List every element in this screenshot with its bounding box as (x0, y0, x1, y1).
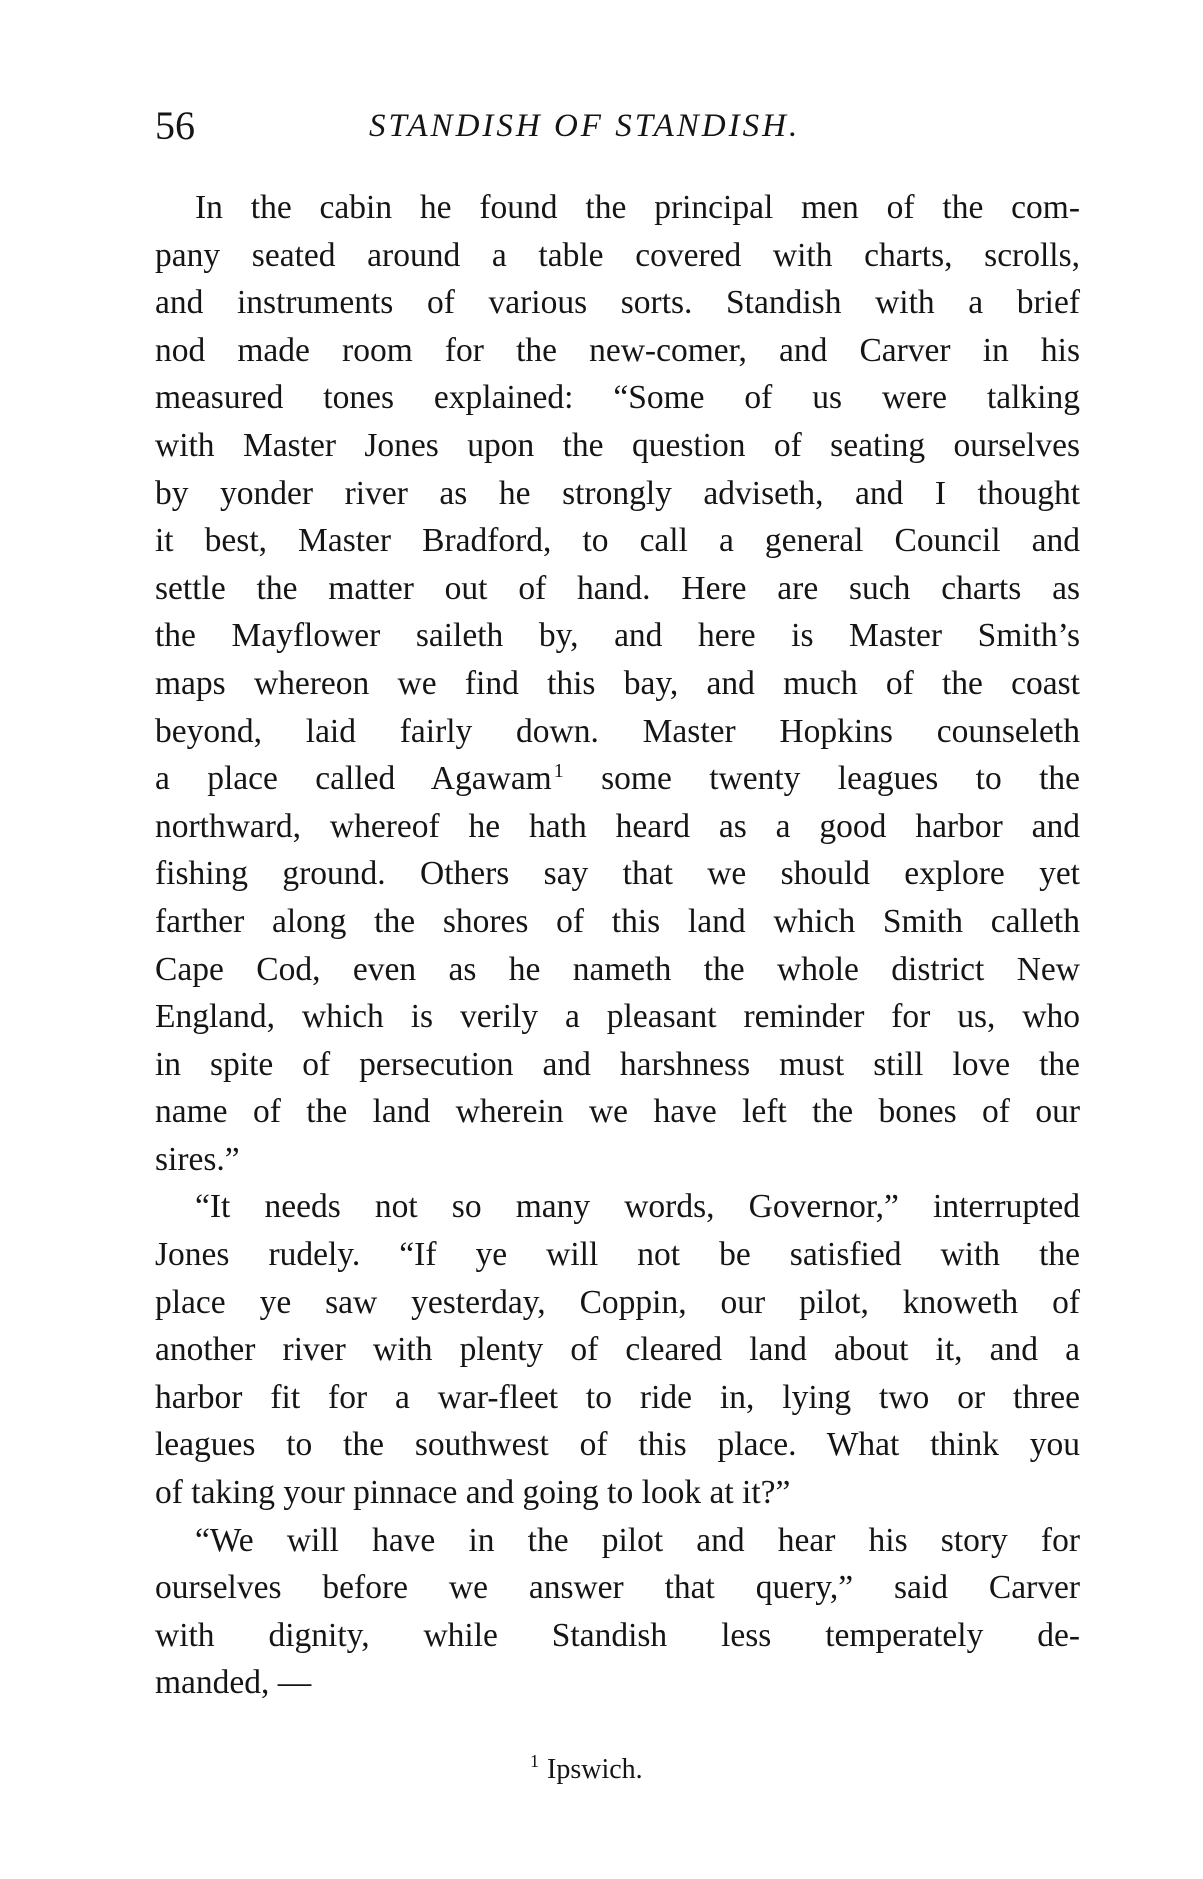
text-line: pany seated around a table covered with charts, scrolls, (155, 236, 1080, 274)
text-line: the Mayflower saileth by, and here is Master Smith’s (155, 617, 1080, 655)
text-line: “We will have in the pilot and hear his story for (195, 1521, 1080, 1559)
text-line: in spite of persecution and harshness must still love the (155, 1045, 1080, 1083)
text-line: sires.” (155, 1140, 240, 1178)
body-text (155, 184, 1080, 1707)
text-line: nod made room for the new-comer, and Carver in his (155, 331, 1080, 369)
footnote (530, 1750, 643, 1790)
text-line: measured tones explained: “Some of us were talking (155, 379, 1080, 417)
text-line: ourselves before we answer that query,” said Carver (155, 1569, 1080, 1607)
text-line: “It needs not so many words, Governor,” interrupted (195, 1188, 1080, 1226)
text-line: maps whereon we find this bay, and much of the coast (155, 664, 1080, 702)
text-line: place ye saw yesterday, Coppin, our pilot, knoweth of (155, 1283, 1080, 1321)
text-fragment: a place called Agawam (155, 760, 552, 798)
text-line: settle the matter out of hand. Here are such charts as (155, 569, 1080, 607)
text-line: by yonder river as he strongly adviseth, and I thought (155, 474, 1080, 512)
text-line: In the cabin he found the principal men of the com- (195, 189, 1080, 226)
text-line: leagues to the southwest of this place. What think you (155, 1426, 1080, 1464)
text-line: manded, — (155, 1664, 312, 1702)
footnote-marker: 1 (530, 1751, 539, 1771)
text-line: another river with plenty of cleared land about it, and a (155, 1331, 1080, 1369)
text-line: farther along the shores of this land which Smith calleth (155, 902, 1080, 940)
running-head (155, 98, 1075, 154)
text-line: of taking your pinnace and going to look at it?” (155, 1474, 791, 1512)
text-line: name of the land wherein we have left the bones of our (155, 1093, 1080, 1131)
text-line: it best, Master Bradford, to call a general Council and (155, 522, 1080, 560)
text-fragment: some twenty leagues to the (601, 760, 1081, 798)
text-line: beyond, laid fairly down. Master Hopkins counseleth (155, 712, 1080, 750)
text-line: Jones rudely. “If ye will not be satisfied with the (155, 1236, 1080, 1274)
footnote-text: Ipswich. (547, 1754, 643, 1785)
text-line: England, which is verily a pleasant reminder for us, who (155, 998, 1080, 1036)
text-line: with dignity, while Standish less temperately de- (155, 1616, 1080, 1654)
running-title: STANDISH OF STANDISH. (369, 108, 801, 144)
text-line: fishing ground. Others say that we should explore yet (155, 855, 1080, 893)
footnote-reference: 1 (553, 760, 564, 783)
text-line: harbor fit for a war-fleet to ride in, lying two or three (155, 1378, 1080, 1416)
text-line: with Master Jones upon the question of seating ourselves (155, 426, 1080, 464)
text-line: Cape Cod, even as he nameth the whole district New (155, 950, 1080, 988)
page-number: 56 (155, 103, 195, 148)
text-line-with-footnote-ref (155, 755, 1080, 803)
text-line: and instruments of various sorts. Standish with a brief (155, 284, 1080, 322)
text-line: northward, whereof he hath heard as a good harbor and (155, 807, 1080, 845)
